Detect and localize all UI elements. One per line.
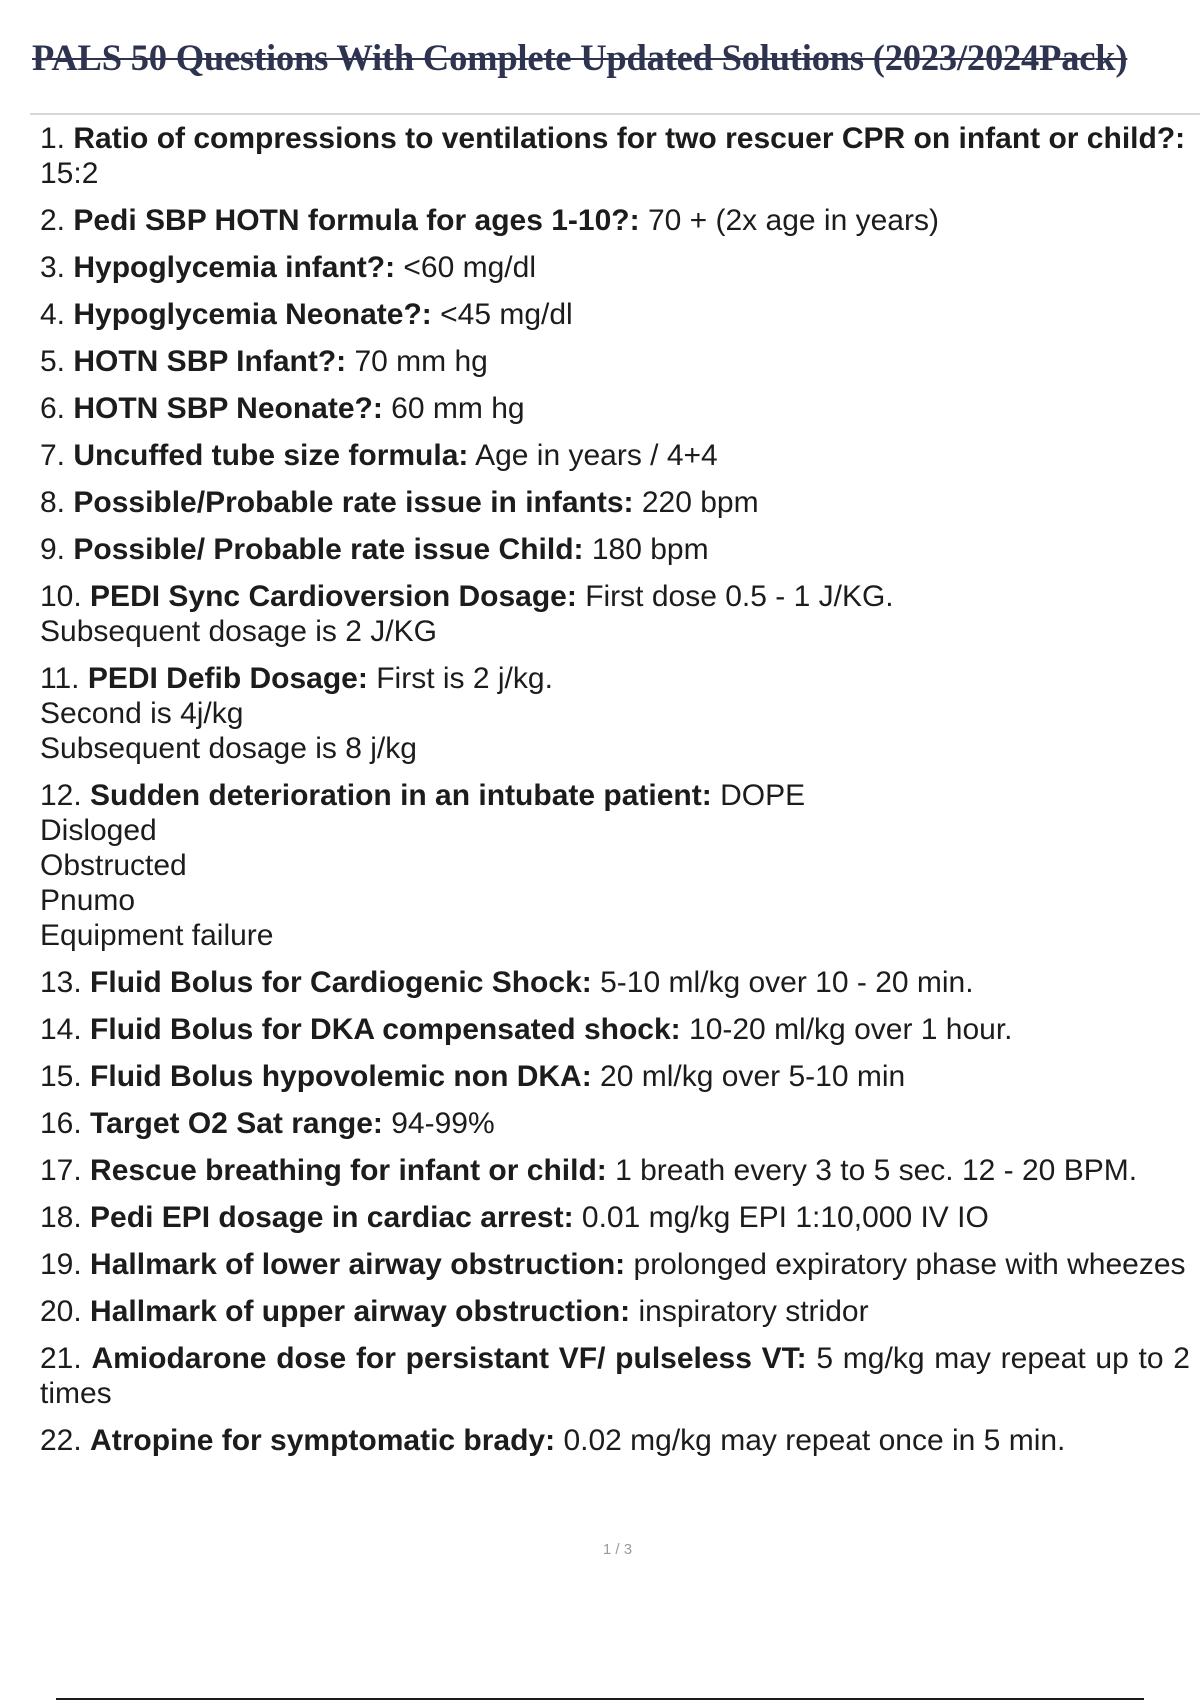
item-number: 13. <box>40 966 91 999</box>
answer-text: 20 ml/kg over 5-10 min <box>591 1060 906 1093</box>
qa-item <box>40 391 1190 426</box>
qa-item <box>40 344 1190 379</box>
answer-text: First dose 0.5 - 1 J/KG. <box>576 580 894 613</box>
item-number: 17. <box>40 1154 91 1187</box>
question-text: Hallmark of lower airway obstruction: <box>90 1248 626 1281</box>
answer-text: inspiratory stridor <box>630 1295 869 1328</box>
qa-item <box>40 579 1190 649</box>
qa-item <box>40 1059 1190 1094</box>
qa-item <box>40 1423 1190 1458</box>
answer-text: 5-10 ml/kg over 10 - 20 min. <box>591 966 974 999</box>
qa-item <box>40 1153 1190 1188</box>
question-text: Hypoglycemia Neonate?: <box>73 298 432 331</box>
item-number: 6. <box>40 392 74 425</box>
qa-item <box>40 1247 1190 1282</box>
answer-text: 10-20 ml/kg over 1 hour. <box>680 1013 1013 1046</box>
qa-item <box>40 1341 1190 1411</box>
answer-text: 1 breath every 3 to 5 sec. 12 - 20 BPM. <box>606 1154 1138 1187</box>
answer-text: Age in years / 4+4 <box>468 439 718 472</box>
item-number: 20. <box>40 1295 91 1328</box>
qa-item <box>40 965 1190 1000</box>
answer-continuation-line: Obstructed <box>40 849 187 882</box>
answer-continuation-line: Second is 4j/kg <box>40 697 244 730</box>
item-number: 5. <box>40 345 74 378</box>
answer-text: 70 + (2x age in years) <box>639 204 939 237</box>
question-text: HOTN SBP Neonate?: <box>73 392 383 425</box>
question-text: PEDI Defib Dosage: <box>87 662 368 695</box>
qa-item <box>40 485 1190 520</box>
item-number: 21. <box>40 1342 92 1375</box>
answer-continuation-line: Subsequent dosage is 2 J/KG <box>40 615 437 648</box>
question-text: Hallmark of upper airway obstruction: <box>90 1295 631 1328</box>
item-number: 4. <box>40 298 74 331</box>
qa-item <box>40 250 1190 285</box>
answer-text: 0.01 mg/kg EPI 1:10,000 IV IO <box>573 1201 989 1234</box>
qa-item <box>40 778 1190 953</box>
question-text: Sudden deterioration in an intubate patient: <box>90 779 712 812</box>
item-number: 16. <box>40 1107 91 1140</box>
question-text: Uncuffed tube size formula: <box>73 439 469 472</box>
question-text: Amiodarone dose for persistant VF/ pulseless VT: <box>91 1342 807 1375</box>
question-text: PEDI Sync Cardioversion Dosage: <box>90 580 577 613</box>
page-counter: 1 / 3 <box>602 1541 633 1558</box>
question-text: Target O2 Sat range: <box>90 1107 383 1140</box>
answer-continuation-line: Subsequent dosage is 8 j/kg <box>40 732 417 765</box>
item-number: 9. <box>40 533 74 566</box>
item-number: 10. <box>40 580 91 613</box>
answer-text: <60 mg/dl <box>395 251 536 284</box>
answer-text: 60 mm hg <box>382 392 525 425</box>
qa-item <box>40 661 1190 766</box>
title-divider <box>30 113 1200 115</box>
answer-continuation-line: Pnumo <box>40 884 136 917</box>
question-text: Fluid Bolus hypovolemic non DKA: <box>90 1060 592 1093</box>
answer-text: 5 mg/kg may repeat up to 2 times <box>40 1342 1190 1410</box>
item-number: 2. <box>40 204 74 237</box>
answer-text: DOPE <box>711 779 806 812</box>
item-number: 8. <box>40 486 74 519</box>
item-number: 22. <box>40 1424 91 1457</box>
question-text: Atropine for symptomatic brady: <box>90 1424 556 1457</box>
item-number: 7. <box>40 439 74 472</box>
item-number: 18. <box>40 1201 91 1234</box>
question-text: Fluid Bolus for Cardiogenic Shock: <box>90 966 592 999</box>
question-text: Fluid Bolus for DKA compensated shock: <box>90 1013 681 1046</box>
question-text: HOTN SBP Infant?: <box>73 345 347 378</box>
answer-text: First is 2 j/kg. <box>367 662 553 695</box>
item-number: 12. <box>40 779 91 812</box>
question-text: Possible/ Probable rate issue Child: <box>73 533 584 566</box>
question-text: Ratio of compressions to ventilations for two rescuer CPR on infant or child?: <box>73 122 1186 155</box>
qa-item <box>40 1200 1190 1235</box>
item-number: 19. <box>40 1248 91 1281</box>
answer-continuation-line: Disloged <box>40 814 157 847</box>
answer-text: <45 mg/dl <box>431 298 573 331</box>
item-number: 14. <box>40 1013 91 1046</box>
answer-text: 0.02 mg/kg may repeat once in 5 min. <box>555 1424 1066 1457</box>
qa-item <box>40 438 1190 473</box>
question-text: Pedi EPI dosage in cardiac arrest: <box>90 1201 574 1234</box>
answer-text: 220 bpm <box>633 486 759 519</box>
document-title: PALS 50 Questions With Complete Updated Solutions (2023/2024Pack) <box>32 37 1128 78</box>
qa-item <box>40 1294 1190 1329</box>
answer-text: 94-99% <box>382 1107 495 1140</box>
qa-item <box>40 532 1190 567</box>
answer-continuation-line: Equipment failure <box>40 919 274 952</box>
qa-item <box>40 1012 1190 1047</box>
qa-item <box>40 297 1190 332</box>
item-number: 15. <box>40 1060 91 1093</box>
question-text: Possible/Probable rate issue in infants: <box>73 486 634 519</box>
qa-item <box>40 1106 1190 1141</box>
answer-text: 70 mm hg <box>346 345 488 378</box>
question-text: Hypoglycemia infant?: <box>73 251 396 284</box>
question-text: Pedi SBP HOTN formula for ages 1-10?: <box>73 204 640 237</box>
question-answer-list <box>40 121 1190 1470</box>
item-number: 11. <box>40 662 88 695</box>
item-number: 3. <box>40 251 74 284</box>
qa-item <box>40 121 1190 191</box>
answer-text: 180 bpm <box>583 533 709 566</box>
answer-text: prolonged expiratory phase with wheezes <box>625 1248 1186 1281</box>
qa-item <box>40 203 1190 238</box>
answer-text: 15:2 <box>40 157 99 190</box>
item-number: 1. <box>40 122 74 155</box>
question-text: Rescue breathing for infant or child: <box>90 1154 607 1187</box>
